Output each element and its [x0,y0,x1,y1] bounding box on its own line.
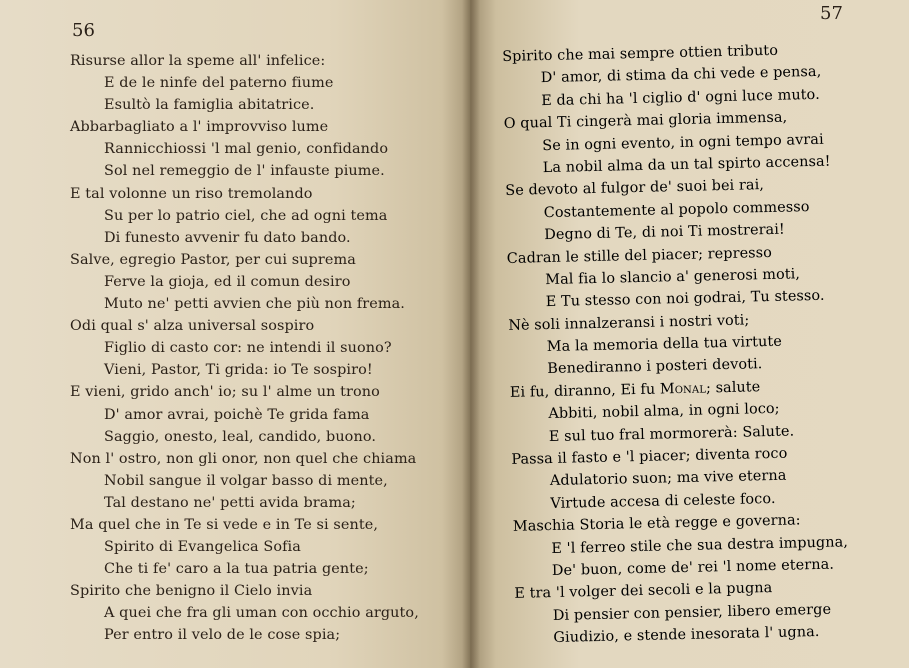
verse-line: Spirito che benigno il Cielo invia [70,583,313,600]
verse-line: O qual Ti cingerà mai gloria immensa, [503,109,788,133]
verse-line: Adulatorio suon; ma vive eterna [549,468,787,490]
verse-line: A quei che fra gli uman con occhio arguto, [104,605,419,622]
verse-line: Non l' ostro, non gli onor, non quel che chiama [70,450,417,467]
verse-line: Esultò la famiglia abitatrice. [104,97,315,114]
verse-line: E tal volonne un riso tremolando [70,185,313,202]
verse-line: Spirito che mai sempre ottien tributo [502,42,779,65]
verse-line: Muto ne' petti avvien che più non frema. [104,296,405,313]
verse-line: Figlio di casto cor: ne intendi il suono? [104,340,392,357]
verse-line: E Tu stesso con noi godrai, Tu stesso. [545,288,825,311]
verse-line: Se devoto al fulgor de' suoi bei rai, [505,177,765,200]
verse-line: Per entro il velo de le cose spia; [104,627,341,644]
verse-line: Degno di Te, di noi Ti mostrerai! [544,221,786,244]
book-gutter [462,0,480,668]
page-number-right: 57 [820,3,843,24]
verse-line: Risurse allor la speme all' infelice: [70,53,326,69]
verse-line: Ferve la gioja, ed il comun desiro [104,273,351,290]
verse-line: Ma la memoria della tua virtute [546,333,783,356]
verse-line: Sol nel remeggio de l' infauste piume. [104,163,385,180]
verse-line: Benediranno i posteri devoti. [547,356,763,378]
page-number-left: 56 [72,20,95,41]
verse-line: Di funesto avvenir fu dato bando. [104,229,351,246]
verse-line: La nobil alma da un tal spirto accensa! [542,153,831,177]
verse-line: Nobil sangue il volgar basso di mente, [104,472,388,489]
verse-line: Costantemente al popolo commesso [543,198,810,221]
verse-line: Odi qual s' alza universal sospiro [70,318,315,335]
verse-line: D' amor, di stima da chi vede e pensa, [540,64,822,87]
verse-line: Abbarbagliato a l' improvviso lume [70,119,329,136]
verse-line: E 'l ferreo stile che sua destra impugna, [551,533,849,557]
verse-line: Su per lo patrio ciel, che ad ogni tema [104,207,388,224]
verse-line: De' buon, come de' rei 'l nome eterna. [551,556,835,579]
verse-line: Passa il fasto e 'l piacer; diventa roco [511,445,788,468]
verse-line: E de le ninfe del paterno fiume [104,75,334,92]
verse-line: Mal fia lo slancio a' generosi moti, [545,266,801,288]
verse-line: Maschia Storia le età regge e governa: [512,512,801,536]
verse-line: Giudizio, e stende inesorata l' ugna. [553,624,820,647]
verse-line: Se in ogni evento, in ogni tempo avrai [542,131,824,154]
verse-line: Salve, egregio Pastor, per cui suprema [70,251,356,268]
verse-line: Spirito di Evangelica Sofia [104,539,301,556]
verse-line: Di pensier con pensier, libero emerge [552,601,832,624]
verse-line: Vieni, Pastor, Ti grida: io Te sospiro! [104,362,373,379]
verse-line: Ma quel che in Te si vede e in Te si sente, [70,516,379,533]
right-page-verse [502,38,850,650]
verse-line: Ei fu, diranno, Ei fu Monal; salute [509,379,761,401]
verse-line: E sul tuo fral mormorerà: Salute. [548,423,795,445]
verse-line: E da chi ha 'l ciglio d' ogni luce muto. [541,86,820,109]
verse-line: Tal destano ne' petti avida brama; [104,494,356,511]
verse-line: E tra 'l volger dei secoli e la pugna [514,580,773,603]
verse-line: Cadran le stille del piacer; represso [506,244,773,267]
verse-line: Nè soli innalzeransi i nostri voti; [508,312,750,334]
name-monal: Monal [659,380,707,398]
verse-line: E vieni, grido anch' io; su l' alme un trono [70,384,380,401]
verse-line: D' amor avrai, poichè Te grida fama [104,406,370,423]
left-page-verse [70,50,419,647]
verse-line: Che ti fe' caro a la tua patria gente; [104,561,369,578]
verse-line: Saggio, onesto, leal, candido, buono. [104,428,376,445]
verse-line: Abbiti, nobil alma, in ogni loco; [548,401,780,423]
verse-line: Rannicchiossi 'l mal genio, confidando [104,141,389,158]
verse-line: Virtude accesa di celeste foco. [550,490,776,512]
